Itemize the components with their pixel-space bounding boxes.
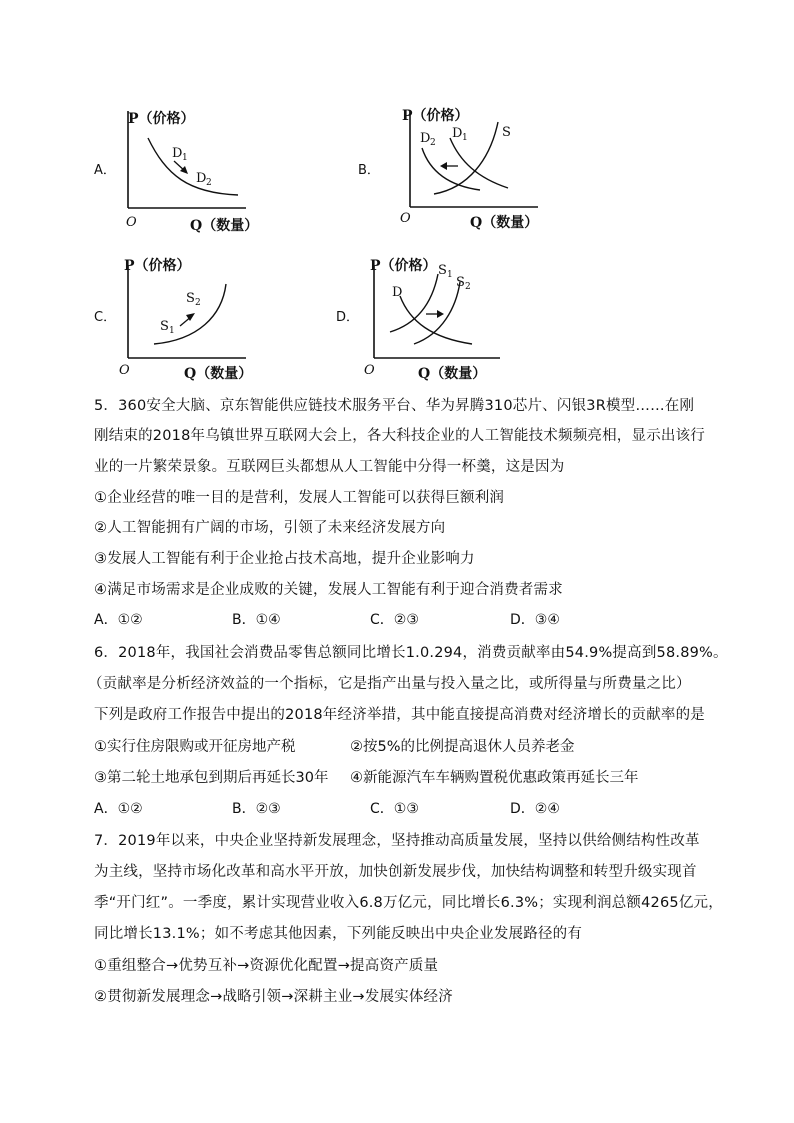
q7-stem-line-1: 7．2019年以来，中央企业坚持新发展理念，坚持推动高质量发展，坚持以供给侧结构性改革	[94, 833, 700, 849]
q6-stem-line-2: （贡献率是分析经济效益的一个指标，它是指产出量与投入量之比，或所得量与所费量之比）	[88, 676, 691, 692]
q5-option-1: ①企业经营的唯一目的是营利，发展人工智能可以获得巨额利润	[94, 490, 505, 506]
q5-option-4: ④满足市场需求是企业成败的关键，发展人工智能有利于迎合消费者需求	[94, 582, 563, 598]
q5-choice-a: A．①②	[94, 612, 143, 628]
curve-s1-label: S	[160, 319, 169, 334]
q5-stem-line-2: 刚结束的2018年乌镇世界互联网大会上，各大科技企业的人工智能技术频频亮相，显示出该行	[94, 428, 705, 444]
q7-stem-line-3: 季“开门红”。一季度，累计实现营业收入6.8万亿元，同比增长6.3%；实现利润总额4265亿元，	[94, 895, 723, 911]
x-axis-label: Q（数量）	[470, 215, 539, 231]
graph-a	[118, 105, 268, 239]
curve-d-label: D	[392, 285, 403, 300]
demand-curve	[148, 138, 238, 195]
curve-s2-label: S	[456, 275, 465, 290]
curve-d1-subscript: 1	[182, 153, 188, 163]
option-b-label: B．	[358, 163, 380, 178]
q6-choice-a: A．①②	[94, 801, 143, 817]
q5-option-3: ③发展人工智能有利于企业抢占技术高地，提升企业影响力	[94, 551, 475, 567]
origin-label: O	[126, 215, 137, 230]
x-axis-label: Q（数量）	[184, 366, 253, 382]
curve-d1-label: D	[172, 146, 183, 161]
option-d-label: D．	[336, 310, 360, 325]
curve-s1-subscript: 1	[447, 270, 453, 280]
shift-arrow-head	[440, 162, 447, 170]
option-c-label: C．	[94, 310, 117, 325]
option-a-label: A．	[94, 163, 116, 178]
q7-option-1: ①重组整合→优势互补→资源优化配置→提高资产质量	[94, 958, 439, 974]
origin-label: O	[400, 211, 411, 226]
supply-curve-s1	[390, 274, 438, 332]
graph-d	[360, 252, 520, 386]
q6-option-1: ①实行住房限购或开征房地产税	[94, 739, 296, 755]
shift-arrow-head	[437, 310, 444, 318]
q6-stem-line-1: 6．2018年，我国社会消费品零售总额同比增长1.0.294，消费贡献率由54.9%提高到58.89%。	[94, 645, 728, 661]
curve-s1-subscript: 1	[169, 326, 175, 336]
q6-option-3: ③第二轮土地承包到期后再延长30年	[94, 770, 329, 786]
curve-s-label: S	[502, 125, 511, 140]
x-axis-label: Q（数量）	[190, 218, 259, 234]
curve-d2-subscript: 2	[430, 138, 436, 148]
q5-stem-line-1: 5．360安全大脑、京东智能供应链技术服务平台、华为昇腾310芯片、闪银3R模型……在刚	[94, 398, 695, 414]
demand-curve-d1	[450, 138, 508, 188]
q5-choice-c: C．②③	[370, 612, 419, 628]
curve-s1-label: S	[438, 263, 447, 278]
x-axis-label: Q（数量）	[418, 366, 487, 382]
origin-label: O	[119, 363, 130, 378]
y-axis-label: P（价格）	[402, 108, 469, 124]
q5-option-2: ②人工智能拥有广阔的市场，引领了未来经济发展方向	[94, 520, 446, 536]
q7-stem-line-4: 同比增长13.1%；如不考虑其他因素，下列能反映出中央企业发展路径的有	[94, 926, 583, 942]
q5-choice-b: B．①④	[232, 612, 281, 628]
q6-option-2: ②按5%的比例提高退休人员养老金	[350, 739, 575, 755]
y-axis-label: P（价格）	[124, 258, 191, 274]
q7-option-2: ②贯彻新发展理念→战略引领→深耕主业→发展实体经济	[94, 989, 453, 1005]
q5-stem-line-3: 业的一片繁荣景象。互联网巨头都想从人工智能中分得一杯羹，这是因为	[94, 459, 565, 475]
graph-c	[118, 252, 268, 386]
curve-d1-subscript: 1	[462, 133, 468, 143]
q6-stem-line-3: 下列是政府工作报告中提出的2018年经济举措，其中能直接提高消费对经济增长的贡献率的是	[94, 707, 705, 723]
y-axis-label: P（价格）	[128, 111, 195, 127]
demand-curve-d2	[422, 148, 480, 190]
q6-choice-d: D．②④	[510, 801, 560, 817]
q7-stem-line-2: 为主线，坚持市场化改革和高水平开放，加快创新发展步伐，加快结构调整和转型升级实现首	[94, 864, 697, 880]
q6-option-4: ④新能源汽车车辆购置税优惠政策再延长三年	[350, 770, 639, 786]
y-axis-label: P（价格）	[370, 258, 437, 274]
curve-s2-subscript: 2	[195, 298, 201, 308]
curve-d2-label: D	[420, 131, 431, 146]
curve-d2-subscript: 2	[206, 178, 212, 188]
q6-choice-b: B．②③	[232, 801, 281, 817]
origin-label: O	[364, 363, 375, 378]
curve-d2-label: D	[196, 171, 207, 186]
demand-curve	[400, 296, 472, 344]
curve-d1-label: D	[452, 126, 463, 141]
q6-choice-c: C．①③	[370, 801, 419, 817]
curve-s2-subscript: 2	[465, 282, 471, 292]
graph-b	[398, 100, 548, 239]
curve-s2-label: S	[186, 291, 195, 306]
q5-choice-d: D．③④	[510, 612, 560, 628]
